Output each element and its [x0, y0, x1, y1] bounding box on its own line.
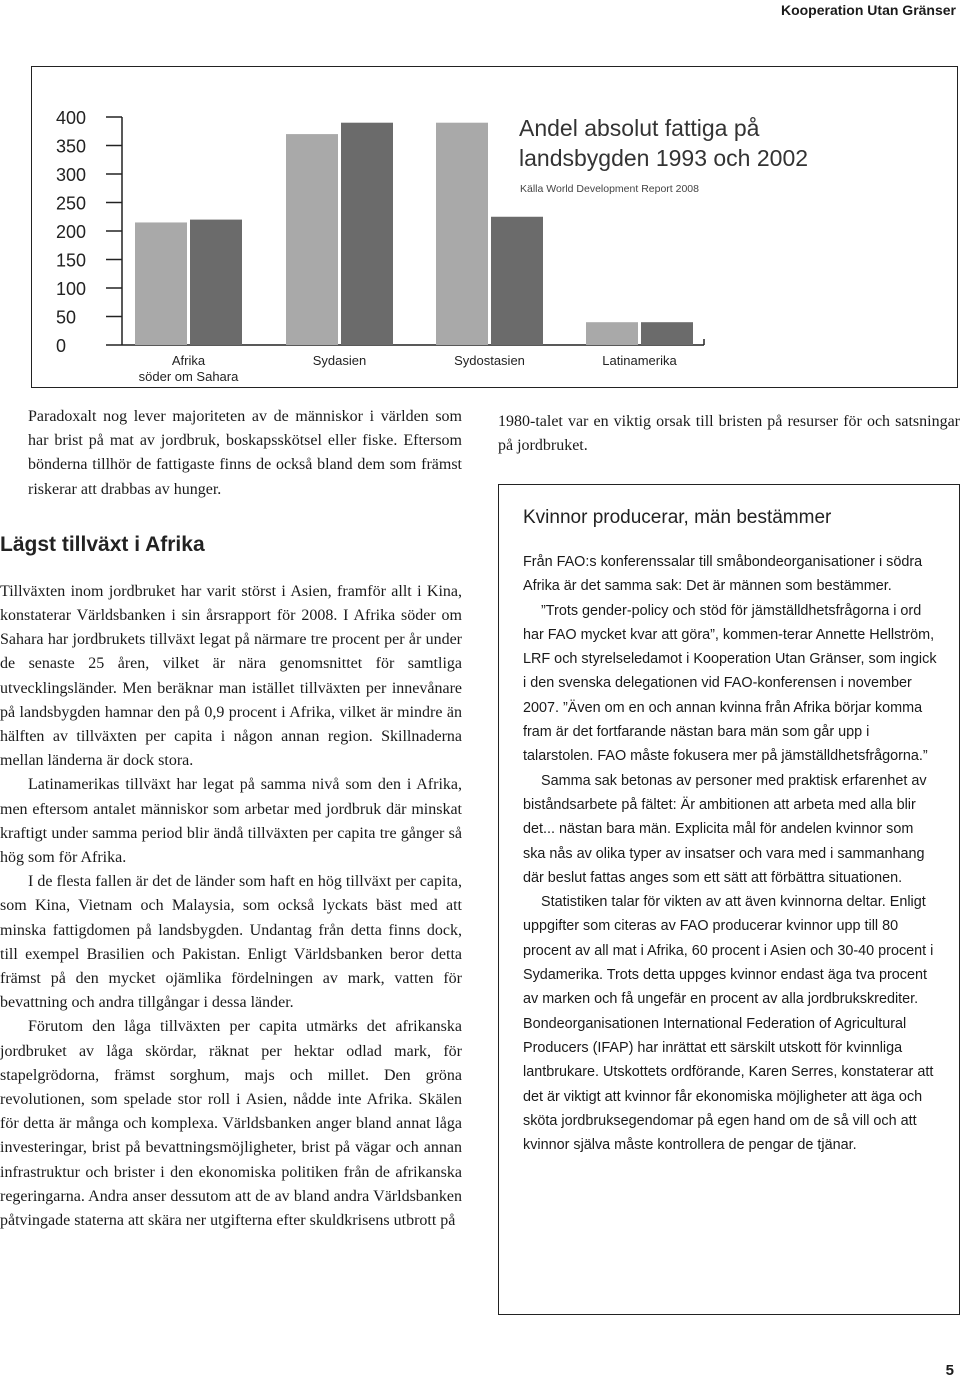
- chart-title-line2: landsbygden 1993 och 2002: [519, 145, 809, 171]
- body-paragraph: I de flesta fallen är det de länder som haft en hög tillväxt per capita, som Kina, Vietnam och Malaysia, som också lyckats bäst med att minska fattigdomen på landsbygden. Undantag från detta finns dock, till exempel Brasilien och Pakistan. Enligt Världsbanken beror detta främst på den mycket ojämlika fördelningen av mark, vatten för bevattning och andra tillgångar i dessa länder.: [0, 873, 462, 1012]
- publication-header: Kooperation Utan Gränser: [780, 2, 956, 18]
- sidebar-paragraph: Från FAO:s konferenssalar till småbondeorganisationer i södra Afrika är det samma sak: Det är männen som bestämmer.: [523, 554, 923, 595]
- sidebar-heading: Kvinnor producerar, män bestämmer: [523, 507, 832, 528]
- y-tick-label: 150: [56, 250, 87, 271]
- bar-2002: [491, 217, 543, 345]
- y-tick-label: 400: [56, 108, 87, 128]
- category-label: Latinamerika: [602, 353, 677, 368]
- category-label: söder om Sahara: [138, 369, 239, 384]
- y-tick-label: 300: [56, 165, 87, 185]
- page-number: 5: [945, 1362, 954, 1379]
- section-heading: Lägst tillväxt i Afrika: [0, 532, 205, 556]
- category-label: Sydostasien: [454, 353, 525, 368]
- category-label: Afrika: [171, 353, 206, 368]
- y-tick-label: 200: [56, 222, 87, 242]
- bar-2002: [341, 123, 393, 345]
- sidebar-paragraph: ”Trots gender-policy och stöd för jämställdhetsfrågorna i ord har FAO mycket kvar att göra”, kommen-terar Annette Hellström, LRF och styrelseledamot i Kooperation Utan Gränser, som ingick i den svenska delegationen vid FAO-konferensen i november 2007. ”Även om en och annan kvinna från Afrika börjar komma fram är det fortfarande nästan bara män som går upp i talarstolen. FAO måste fokusera mer på jämställdhetsfrågorna.”: [523, 602, 937, 765]
- intro-paragraph: Paradoxalt nog lever majoriteten av de människor i världen som har brist på mat av jordbruk, boskapsskötsel eller fiske. Eftersom bönderna tillhör de fattigaste finns de också bland dem som främst riskerar att drabbas av hunger.: [28, 408, 462, 498]
- bar-1993: [436, 123, 488, 345]
- y-tick-label: 250: [56, 193, 87, 214]
- body-paragraph: Tillväxten inom jordbruket har varit störst i Asien, framför allt i Kina, konstaterar Världsbanken i sin årsrapport för 2008. I Afrika söder om Sahara har jordbrukets tillväxt legat på närmare tre procent per år under de senaste 25 åren, vilket är nära genomsnittet för samtliga utvecklingsländer. Men beräknar man istället tillväxten per innevånare på landsbygden hamnar den på 0,9 procent i Afrika, vilket är mindre än hälften av tillväxten per capita i någon annan region. Skillnaderna mellan länderna är dock stora.: [0, 582, 462, 770]
- y-tick-label: 50: [56, 307, 77, 328]
- body-paragraph: Latinamerikas tillväxt har legat på samma nivå som den i Afrika, men eftersom antalet människor som arbetar med jordbruk där minskat kraftigt under samma period blir ändå tillväxten per capita tre gånger så hög som för Afrika.: [0, 776, 462, 867]
- body-paragraph: Förutom den låga tillväxten per capita utmärks det afrikanska jordbruket av låga skördar, räknat per hektar odlad mark, för stapelgrödorna, främst sorghum, majs och millet. Den gröna revolutionen, som spelade stor roll i Asien, nådde inte Afrika. Skälen för detta är många och komplexa. Världsbanken anger bland annat låga investeringar, brist på bevattningsmöjligheter, brist på vägar och annan infrastruktur och brister i den ekonomiska politiken från de afrikanska regeringarna. Andra anser dessutom att de av bland andra Världsbanken påtvingade staterna att skära ner utgifterna efter skuldkrisens utbrott på: [0, 1018, 462, 1230]
- bar-1993: [586, 322, 638, 345]
- bar-1993: [286, 134, 338, 345]
- continued-paragraph: 1980-talet var en viktig orsak till bristen på resurser för och satsningar på jordbruket.: [498, 413, 960, 455]
- left-column: [0, 405, 462, 1233]
- chart-title-line1: Andel absolut fattiga på: [519, 115, 760, 141]
- sidebar-box: [498, 484, 960, 1315]
- chart-source: Källa World Development Report 2008: [520, 183, 699, 195]
- chart-panel: [31, 66, 958, 388]
- bar-2002: [190, 220, 242, 345]
- y-tick-label: 100: [56, 279, 87, 299]
- category-label: Sydasien: [312, 353, 367, 368]
- bar-2002: [641, 322, 693, 345]
- sidebar-paragraph: Statistiken talar för vikten av att även kvinnorna deltar. Enligt uppgifter som citeras av FAO producerar kvinnor upp till 80 procent av all mat i Afrika, 60 procent i Asien och 30-40 procent i Sydamerika. Trots detta uppges kvinnor endast äga tva procent av marken och få ungefär en procent av alla jordbrukskrediter. Bondeorganisationen International Federation of Agricultural Producers (IFAP) har inrättat ett särskilt utskott för kvinnliga lantbrukare. Utskottets ordförande, Karen Serres, konstaterar att det är viktigt att kvinnor får ekonomiska möjligheter att äga och sköta jordbruksegendomar på egen hand om de så vill och att kvinnor själva måste kontrollera de pengar de tjänar.: [523, 894, 934, 1154]
- y-tick-label: 350: [56, 136, 87, 157]
- sidebar-paragraph: Samma sak betonas av personer med praktisk erfarenhet av biståndsarbete på fältet: Är ambitionen att arbeta med alla blir det... nästan bara män. Explicita mål för andelen kvinnor som ska nås av olika typer av insatser och vara med i sammanhang där beslut fattas anges som ett sätt att förbättra situationen.: [523, 772, 927, 886]
- y-tick-label: 0: [56, 336, 67, 356]
- bar-1993: [135, 222, 187, 345]
- chart-title: [519, 113, 939, 173]
